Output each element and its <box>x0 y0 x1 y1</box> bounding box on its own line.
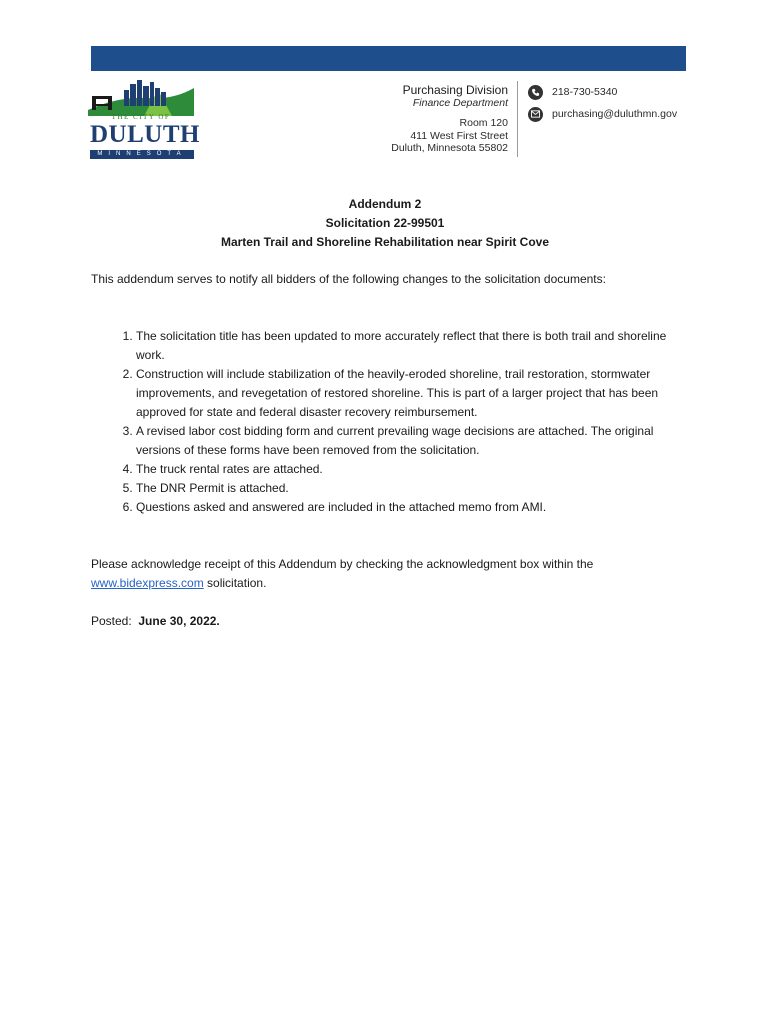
email-row <box>528 106 677 122</box>
list-item: 3. A revised labor cost bidding form and current prevailing wage decisions are attached. The original versions of these forms have been removed from the solicitation. <box>136 422 681 460</box>
skyline-graphic <box>88 76 194 116</box>
list-item: 1. The solicitation title has been updated to more accurately reflect that there is both trail and shoreline work. <box>136 327 681 365</box>
letterhead-divider <box>517 81 518 157</box>
posted-label: Posted: <box>91 614 132 628</box>
posted-line <box>91 612 681 631</box>
list-item: 4. The truck rental rates are attached. <box>136 460 681 479</box>
bidexpress-link[interactable]: www.bidexpress.com <box>91 576 204 590</box>
division-name: Purchasing Division <box>402 83 508 97</box>
list-item: 2. Construction will include stabilization of the heavily-eroded shoreline, trail restoration, stormwater improvements, and revegetation of restored shoreline. This is part of a larger project that has been approved for state and federal disaster recovery reimbursement. <box>136 365 681 422</box>
acknowledgment-text: Please acknowledge receipt of this Addendum by checking the acknowledgment box within the <box>91 557 594 571</box>
city-state-zip: Duluth, Minnesota 55802 <box>391 142 508 154</box>
phone-row <box>528 84 677 100</box>
logo-city-line: THE CITY OF <box>111 113 171 121</box>
posted-date: June 30, 2022. <box>138 614 220 628</box>
street-address: 411 West First Street <box>410 129 508 142</box>
document-title <box>91 195 679 252</box>
city-logo <box>88 76 198 160</box>
phone-icon <box>528 85 543 100</box>
project-name: Marten Trail and Shoreline Rehabilitation near Spirit Cove <box>220 235 550 249</box>
address-block <box>391 84 508 155</box>
intro-paragraph: This addendum serves to notify all bidders of the following changes to the solicitation documents: <box>91 272 606 286</box>
list-item: 6. Questions asked and answered are included in the attached memo from AMI. <box>136 498 681 517</box>
phone-number: 218-730-5340 <box>552 86 618 98</box>
contact-block <box>528 84 677 128</box>
logo-state-band: MINNESOTA <box>90 150 194 159</box>
room: Room 120 <box>459 117 508 129</box>
email-icon <box>528 107 543 122</box>
solicitation-number: Solicitation 22-99501 <box>325 216 445 230</box>
header-bar <box>91 46 686 71</box>
list-item: 5. The DNR Permit is attached. <box>136 479 681 498</box>
acknowledgment-text-end: solicitation. <box>203 576 267 590</box>
logo-city-name: DULUTH <box>90 121 200 148</box>
email-address: purchasing@duluthmn.gov <box>552 108 678 120</box>
acknowledgment-paragraph <box>91 555 681 593</box>
changes-list <box>91 327 681 517</box>
addendum-number: Addendum 2 <box>348 197 422 211</box>
department-name: Finance Department <box>412 96 508 109</box>
